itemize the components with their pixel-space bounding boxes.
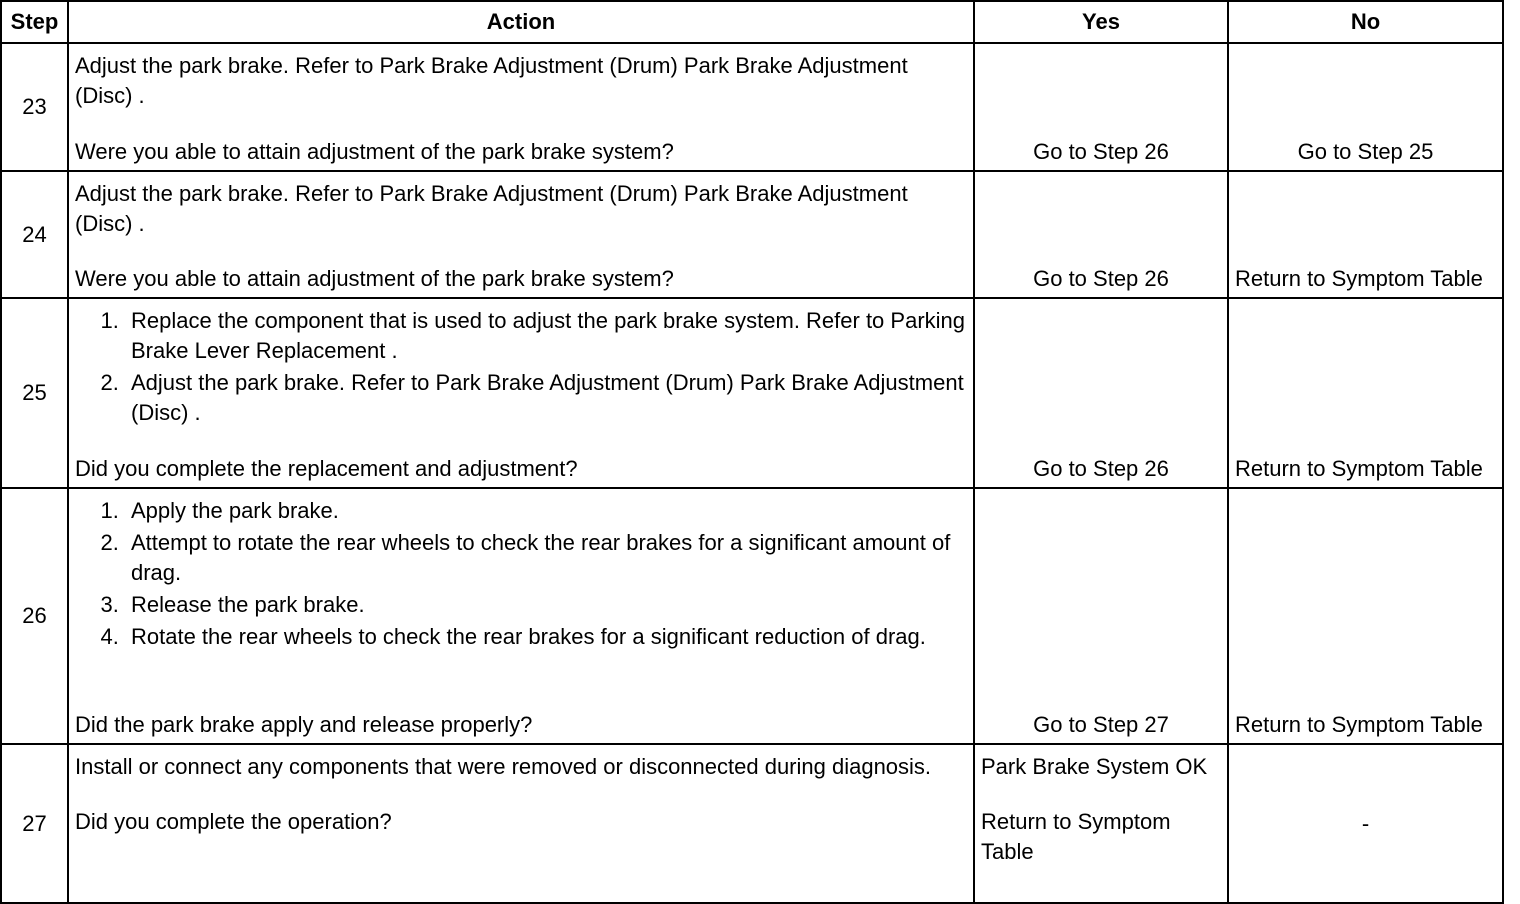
header-step: Step xyxy=(1,1,68,43)
action-question: Did the park brake apply and release properly? xyxy=(75,712,533,737)
action-question: Were you able to attain adjustment of the park brake system? xyxy=(75,266,674,291)
yes-cell: Go to Step 27 xyxy=(974,488,1228,744)
action-cell xyxy=(68,298,974,488)
step-number: 25 xyxy=(1,298,68,488)
step-number: 26 xyxy=(1,488,68,744)
list-item: 3. Release the park brake. xyxy=(125,590,967,620)
list-item: 1. Replace the component that is used to adjust the park brake system. Refer to Parking Brake Lever Replacement . xyxy=(125,306,967,366)
action-cell xyxy=(68,171,974,298)
action-text: Adjust the park brake. Refer to Park Brake Adjustment (Drum) Park Brake Adjustment (Disc) . xyxy=(75,181,908,236)
list-item: 4. Rotate the rear wheels to check the rear brakes for a significant reduction of drag. xyxy=(125,622,967,652)
yes-result-ok: Park Brake System OK xyxy=(981,754,1208,779)
table-row xyxy=(1,488,1503,744)
header-action: Action xyxy=(68,1,974,43)
no-cell: Return to Symptom Table xyxy=(1228,488,1503,744)
table-row xyxy=(1,744,1503,903)
yes-cell: Go to Step 26 xyxy=(974,43,1228,171)
step-number: 23 xyxy=(1,43,68,171)
no-cell: - xyxy=(1228,744,1503,903)
yes-cell: Go to Step 26 xyxy=(974,298,1228,488)
action-steps-list xyxy=(75,306,967,428)
no-cell: Go to Step 25 xyxy=(1228,43,1503,171)
action-question: Did you complete the operation? xyxy=(75,809,392,834)
table-row xyxy=(1,171,1503,298)
action-question: Did you complete the replacement and adjustment? xyxy=(75,456,578,481)
no-cell: Return to Symptom Table xyxy=(1228,171,1503,298)
no-cell: Return to Symptom Table xyxy=(1228,298,1503,488)
table-row xyxy=(1,298,1503,488)
yes-result-return: Return to Symptom Table xyxy=(981,809,1171,864)
step-number: 24 xyxy=(1,171,68,298)
yes-cell: Go to Step 26 xyxy=(974,171,1228,298)
header-row xyxy=(1,1,1503,43)
list-item: 2. Adjust the park brake. Refer to Park Brake Adjustment (Drum) Park Brake Adjustment (Disc) . xyxy=(125,368,967,428)
header-no: No xyxy=(1228,1,1503,43)
step-number: 27 xyxy=(1,744,68,903)
action-cell xyxy=(68,43,974,171)
action-cell xyxy=(68,488,974,744)
list-item: 2. Attempt to rotate the rear wheels to check the rear brakes for a significant amount of drag. xyxy=(125,528,967,588)
list-item: 1. Apply the park brake. xyxy=(125,496,967,526)
action-text: Install or connect any components that were removed or disconnected during diagnosis. xyxy=(75,754,932,779)
action-cell xyxy=(68,744,974,903)
action-text: Adjust the park brake. Refer to Park Brake Adjustment (Drum) Park Brake Adjustment (Disc) . xyxy=(75,53,908,108)
yes-cell xyxy=(974,744,1228,903)
action-question: Were you able to attain adjustment of the park brake system? xyxy=(75,139,674,164)
header-yes: Yes xyxy=(974,1,1228,43)
table-row xyxy=(1,43,1503,171)
action-steps-list xyxy=(75,496,967,652)
